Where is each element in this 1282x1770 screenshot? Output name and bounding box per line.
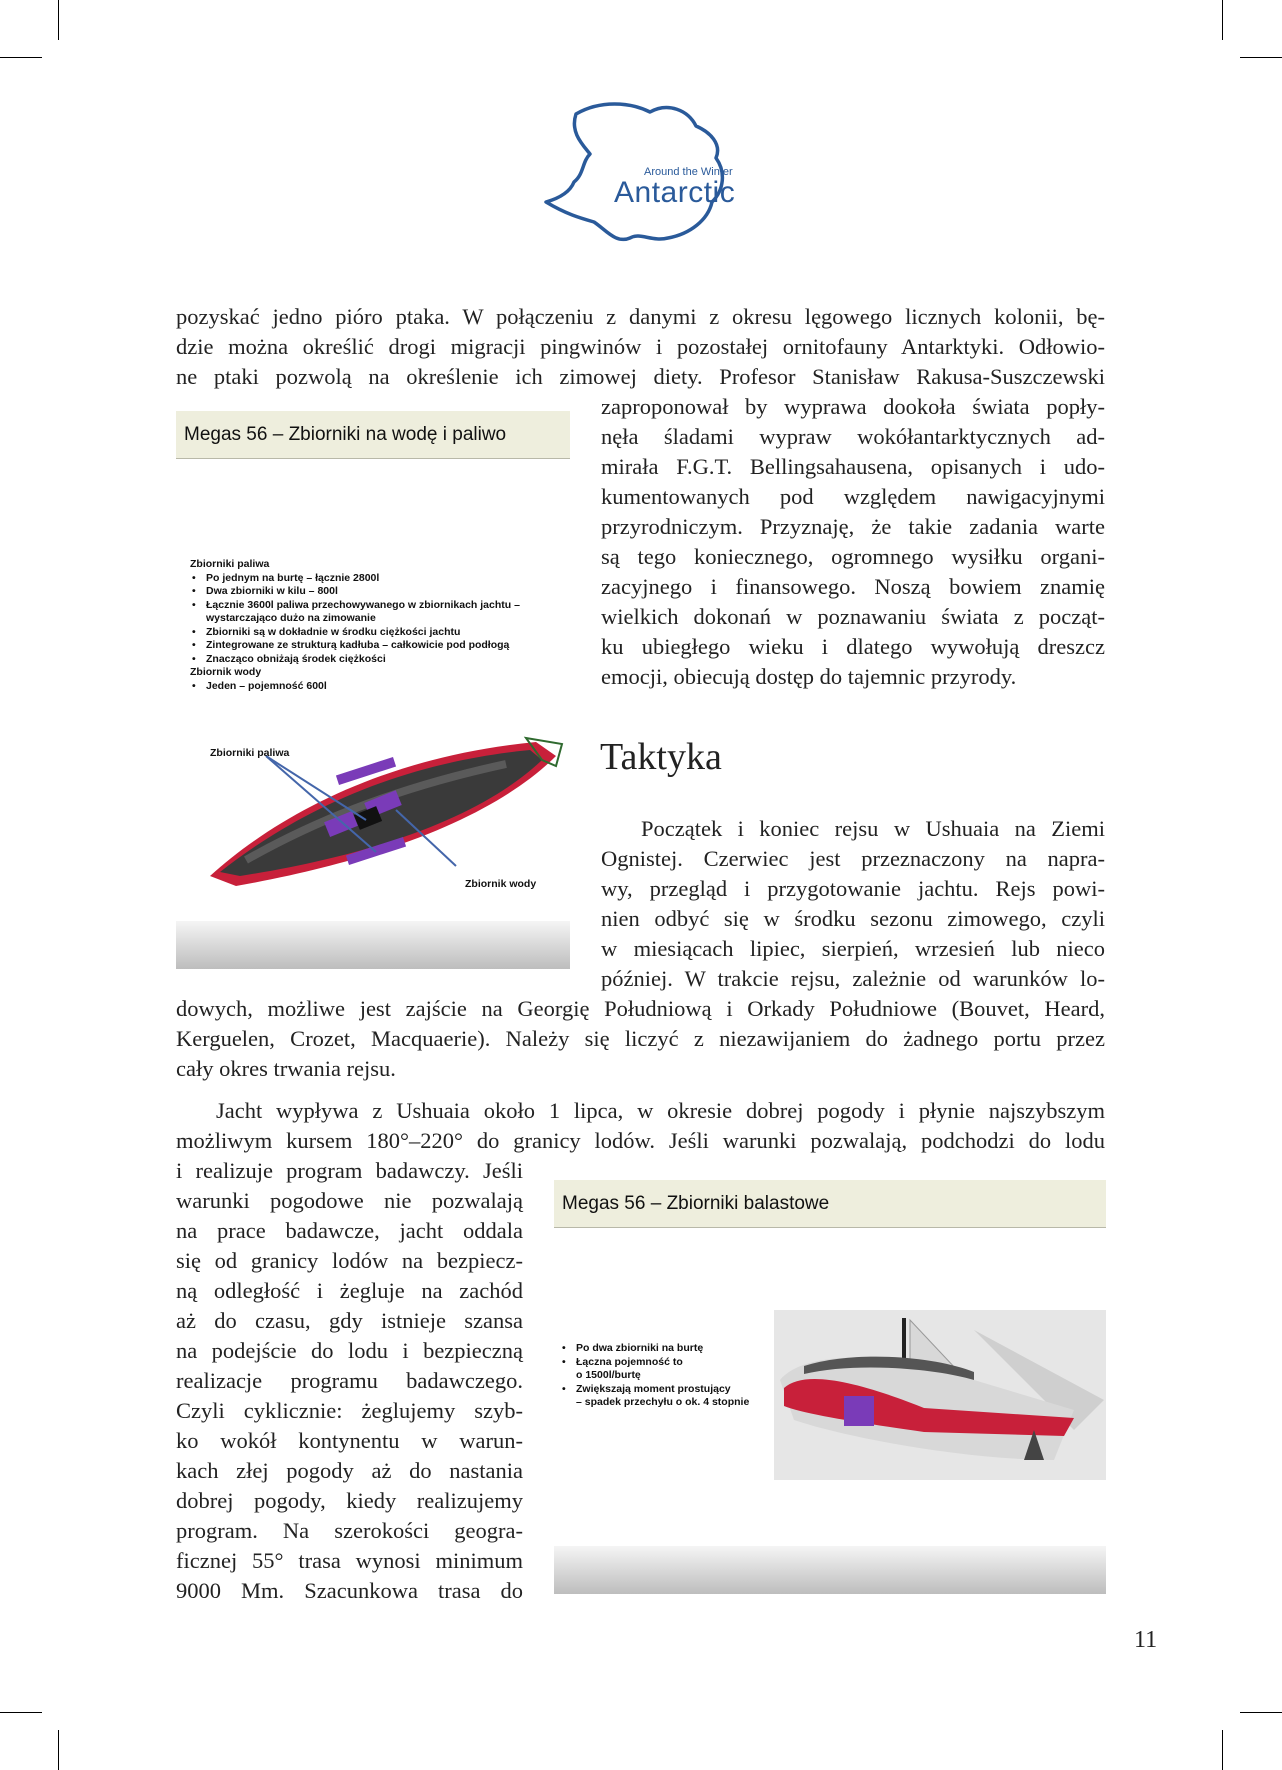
text-line: Ognistej. Czerwiec jest przeznaczony na napra-	[601, 846, 1105, 871]
text-line: pozyskać jedno pióro ptaka. W połączeniu z danymi z okresu lęgowego licznych kolonii, bę-	[176, 304, 1105, 329]
list-item: • Dwa zbiorniki w kilu – 800l	[190, 585, 560, 599]
paragraph-intro-continued	[601, 392, 1105, 692]
text-line: emocji, obiecują dostęp do tajemnic przyrody.	[601, 664, 1017, 689]
ballast-tank-list	[560, 1342, 770, 1410]
text-line: ku ubiegłego wieku i dlatego wywołują dreszcz	[601, 634, 1105, 659]
text-line: dobrej pogody, kiedy realizujemy	[176, 1488, 523, 1513]
list-item: • Zintegrowane ze strukturą kadłuba – całkowicie pod podłogą	[190, 639, 560, 653]
text-line: warunki pogodowe nie pozwalają	[176, 1188, 523, 1213]
list-item: • Po jednym na burtę – łącznie 2800l	[190, 572, 560, 586]
text-line: nien odbyć się w środku sezonu zimowego, czyli	[601, 906, 1105, 931]
figure-caption: Megas 56 – Zbiorniki na wodę i paliwo	[176, 411, 570, 459]
paragraph-intro	[176, 302, 1105, 392]
paragraph-route	[176, 1096, 1105, 1156]
text-line: ną odległość i żegluje na zachód	[176, 1278, 523, 1303]
text-line: na podejście do lodu i bezpieczną	[176, 1338, 523, 1363]
text-line: i realizuje program badawczy. Jeśli	[176, 1158, 523, 1183]
figure-ballast-tanks	[554, 1180, 1106, 1594]
list-item: • Znacząco obniżają środek ciężkości	[190, 653, 560, 667]
list-item: • Zwiększają moment prostujący	[560, 1383, 770, 1397]
page-number: 11	[1134, 1627, 1158, 1653]
list-title: Zbiorniki paliwa	[190, 558, 270, 570]
text-line: 9000 Mm. Szacunkowa trasa do	[176, 1578, 523, 1603]
paragraph-tactics-continued	[176, 994, 1105, 1084]
text-line: Czyli cyklicznie: żeglujemy szyb-	[176, 1398, 523, 1423]
text-line: możliwym kursem 180°–220° do granicy lodów. Jeśli warunki pozwalają, podchodzi do lodu	[176, 1128, 1105, 1153]
text-line: ficznej 55° trasa wynosi minimum	[176, 1548, 523, 1573]
text-line: wielkich dokonań w poznawaniu świata z począt-	[601, 604, 1105, 629]
text-line: realizacje programu badawczego.	[176, 1368, 523, 1393]
text-line: później. W trakcie rejsu, zależnie od warunków lo-	[601, 966, 1105, 991]
crop-mark	[1240, 1712, 1282, 1713]
list-item-continuation: o 1500l/burtę	[576, 1369, 641, 1381]
text-line: przyrodniczym. Przyznaję, że takie zadania warte	[601, 514, 1105, 539]
figure-footer-band	[176, 921, 570, 969]
section-heading: Taktyka	[600, 736, 722, 778]
text-line: kach złej pogody aż do nastania	[176, 1458, 523, 1483]
text-line: dzie można określić drogi migracji pingwinów i pozostałej ornitofauny Antarktyki. Odłowio-	[176, 334, 1105, 359]
text-line: są tego koniecznego, ogromnego wysiłku organi-	[601, 544, 1105, 569]
list-item: • Łączna pojemność to	[560, 1356, 770, 1370]
text-line: ko wokół kontynentu w warun-	[176, 1428, 523, 1453]
crop-mark	[1240, 57, 1282, 58]
list-item-continuation: – spadek przechyłu o ok. 4 stopnie	[576, 1396, 750, 1408]
water-tank-callout: Zbiornik wody	[465, 878, 537, 890]
crop-mark	[58, 0, 59, 40]
list-item: • Zbiorniki są w dokładnie w środku ciężkości jachtu	[190, 626, 560, 640]
text-line: Kerguelen, Crozet, Macquaerie). Należy się liczyć z niezawijaniem do żadnego portu przez	[176, 1026, 1105, 1051]
list-title: Zbiornik wody	[190, 666, 262, 678]
text-line: zacyjnego i finansowego. Noszą bowiem znamię	[601, 574, 1105, 599]
fuel-tank-list	[190, 558, 560, 693]
paragraph-route-continued	[176, 1156, 523, 1606]
text-line: się od granicy lodów na bezpiecz-	[176, 1248, 523, 1273]
yacht-side-view-image	[774, 1310, 1106, 1480]
crop-mark	[0, 57, 42, 58]
text-line: zaproponował by wyprawa dookoła świata popły-	[601, 394, 1105, 419]
crop-mark	[1222, 0, 1223, 40]
text-line: nęła śladami wypraw wokółantarktycznych ad-	[601, 424, 1105, 449]
list-item: • Łącznie 3600l paliwa przechowywanego w zbiornikach jachtu –	[190, 599, 560, 613]
logo-subtitle: Around the Winter	[644, 166, 733, 178]
figure-caption: Megas 56 – Zbiorniki balastowe	[554, 1180, 1106, 1228]
text-line: Jacht wypływa z Ushuaia około 1 lipca, w okresie dobrej pogody i płynie najszybszym	[216, 1098, 1105, 1123]
text-line: na prace badawcze, jacht oddala	[176, 1218, 523, 1243]
list-item: • Po dwa zbiorniki na burtę	[560, 1342, 770, 1356]
fuel-tank-callout: Zbiorniki paliwa	[210, 747, 290, 759]
crop-mark	[1222, 1730, 1223, 1770]
text-line: ne ptaki pozwolą na określenie ich zimowej diety. Profesor Stanisław Rakusa-Suszczewski	[176, 364, 1105, 389]
text-line: program. Na szerokości geogra-	[176, 1518, 523, 1543]
list-item: • Jeden – pojemność 600l	[190, 680, 560, 694]
text-line: mirała F.G.T. Bellingsahausena, opisanych i udo-	[601, 454, 1105, 479]
figure-footer-band	[554, 1546, 1106, 1594]
crop-mark	[0, 1712, 42, 1713]
text-line: kumentowanych pod względem nawigacyjnymi	[601, 484, 1105, 509]
text-line: dowych, możliwe jest zajście na Georgię Południową i Orkady Południowe (Bouvet, Heard,	[176, 996, 1105, 1021]
logo-title: Antarctic	[614, 176, 736, 209]
text-line: cały okres trwania rejsu.	[176, 1056, 396, 1081]
text-line: w miesiącach lipiec, sierpień, wrzesień lub nieco	[601, 936, 1105, 961]
text-line: Początek i koniec rejsu w Ushuaia na Ziemi	[641, 816, 1105, 841]
text-line: wy, przegląd i przygotowanie jachtu. Rejs powi-	[601, 876, 1105, 901]
text-line: aż do czasu, gdy istnieje szansa	[176, 1308, 523, 1333]
crop-mark	[58, 1730, 59, 1770]
list-item-continuation: wystarczająco dużo na zimowanie	[206, 612, 376, 624]
figure-fuel-water-tanks	[176, 411, 570, 969]
paragraph-tactics	[601, 814, 1105, 994]
